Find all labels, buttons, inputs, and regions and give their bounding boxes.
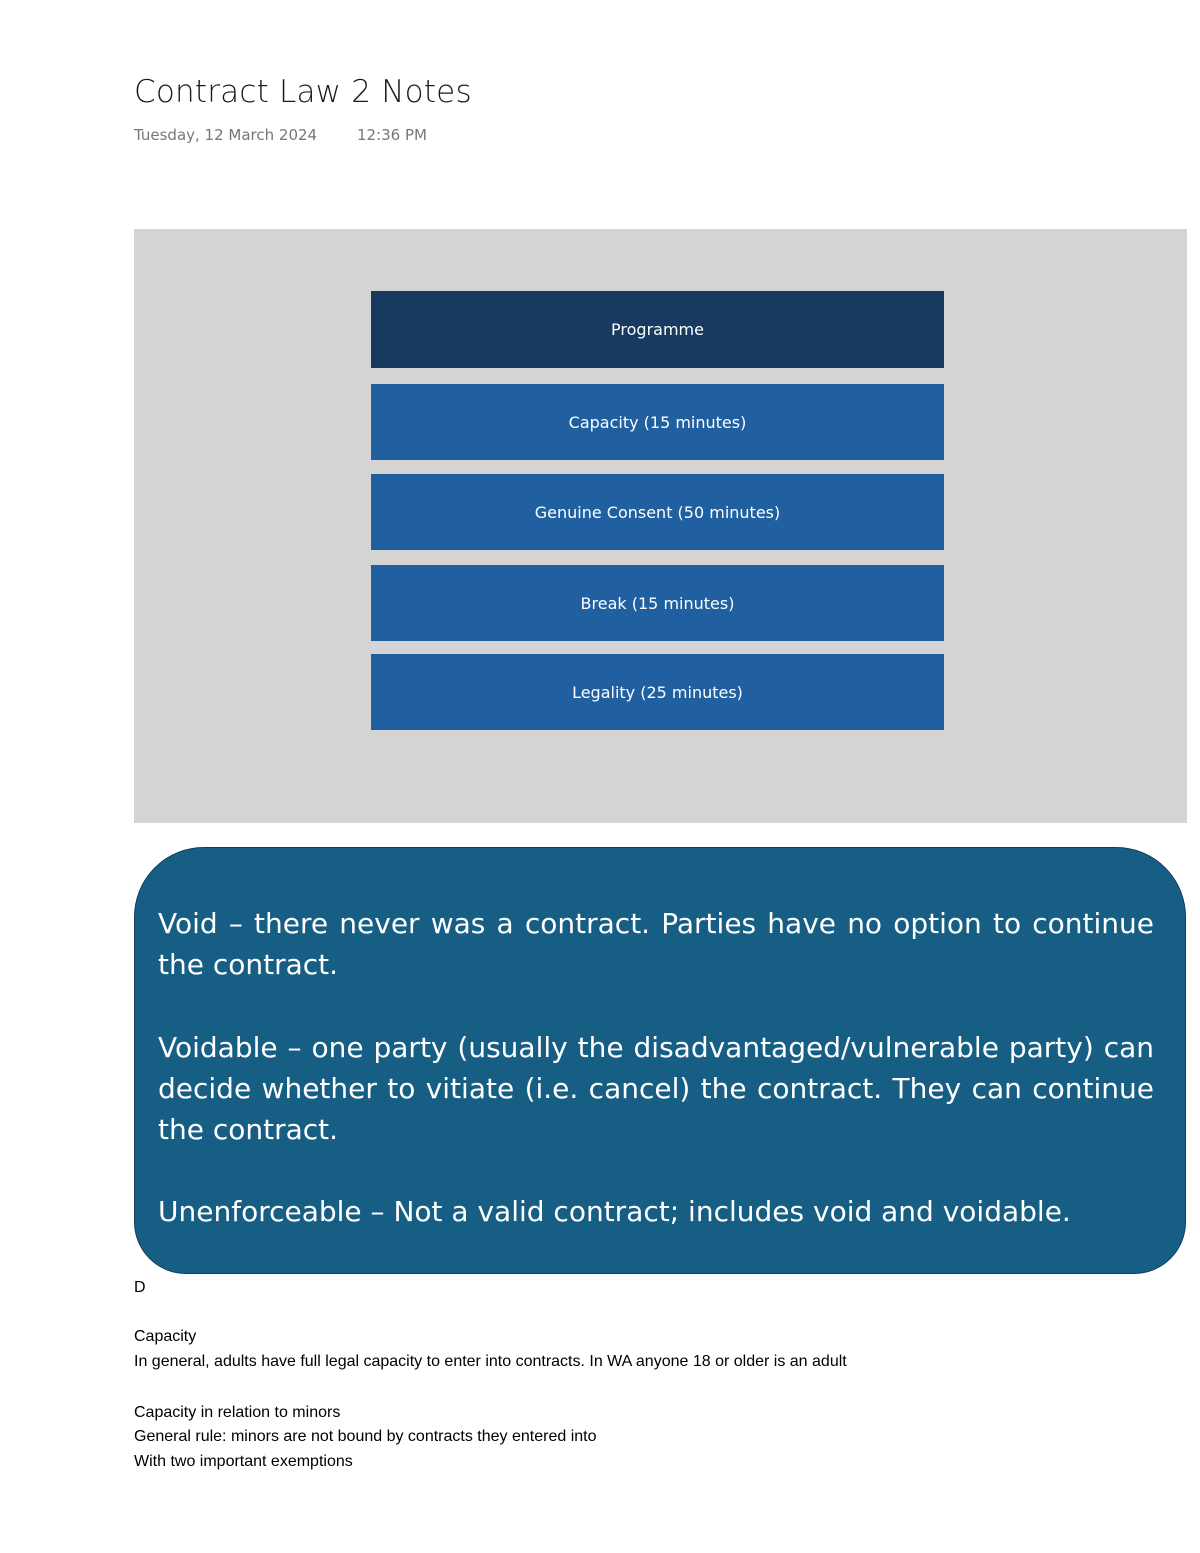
programme-item-genuine-consent: Genuine Consent (50 minutes) [371,474,944,550]
minors-rule: General rule: minors are not bound by contracts they entered into [134,1428,597,1445]
programme-panel [134,229,1187,823]
page-time: 12:36 PM [357,126,427,144]
stray-text: D [134,1279,146,1296]
capacity-text: In general, adults have full legal capacity to enter into contracts. In WA anyone 18 or older is an adult [134,1353,847,1370]
page-date: Tuesday, 12 March 2024 [134,126,318,144]
minors-heading: Capacity in relation to minors [134,1404,341,1421]
capacity-heading: Capacity [134,1328,197,1345]
definition-voidable: Voidable – one party (usually the disadvantaged/vulnerable party) can decide whether to vitiate (i.e. cancel) the contract. They can continue the contract. [158,1031,1154,1146]
programme-item-legality: Legality (25 minutes) [371,654,944,730]
programme-item-break: Break (15 minutes) [371,565,944,641]
minors-exemptions: With two important exemptions [134,1453,353,1470]
definition-unenforceable: Unenforceable – Not a valid contract; includes void and voidable. [158,1195,1071,1228]
programme-header: Programme [371,291,944,368]
page-title: Contract Law 2 Notes [134,74,472,110]
programme-item-capacity: Capacity (15 minutes) [371,384,944,460]
definition-void: Void – there never was a contract. Parties have no option to continue the contract. [158,907,1154,981]
